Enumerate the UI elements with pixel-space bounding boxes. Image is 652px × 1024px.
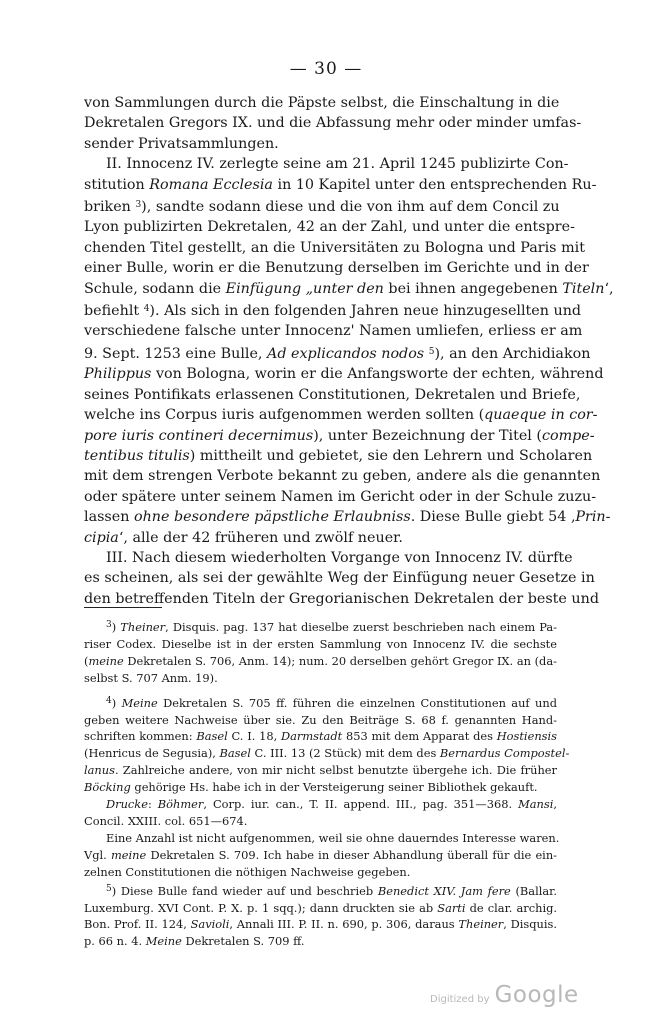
footnote-line: $^5$) Diese Bulle fand wieder auf und beschrieb Benedict XIV. Jam fere (Ballar.: [106, 883, 557, 898]
text-line: II. Innocenz IV. zerlegte seine am 21. April 1245 publizirte Con-: [106, 156, 569, 173]
text-line: es scheinen, als sei der gewählte Weg der Einfügung neuer Gesetze in: [84, 570, 595, 587]
text-line: befiehlt $^4$). Als sich in den folgenden Jahren neue hinzugesellten und: [84, 303, 582, 320]
text-line: Philippus von Bologna, worin er die Anfangsworte der echten, während: [84, 366, 604, 383]
text-line: oder spätere unter seinem Namen im Gericht oder in der Schule zuzu-: [84, 488, 597, 505]
footnote-line: (Henricus de Segusia), Basel C. III. 13 (2 Stück) mit dem des Bernardus Compostel-: [84, 746, 570, 761]
text-line: briken $^3$), sandte sodann diese und die von ihm auf dem Concil zu: [84, 199, 560, 216]
text-line: 9. Sept. 1253 eine Bulle, Ad explicandos nodos $^5$), an den Archidiakon: [84, 345, 591, 362]
text-line: den betreffenden Titeln der Gregorianischen Dekretalen der beste und: [84, 590, 599, 607]
watermark-prefix: Digitized by: [430, 994, 490, 1005]
footnote-line: Vgl. meine Dekretalen S. 709. Ich habe in dieser Abhandlung überall für die ein-: [84, 847, 558, 862]
footnote-line: geben weitere Nachweise über sie. Zu den Beiträge S. 68 f. genannten Hand-: [84, 712, 557, 727]
text-line: verschiedene falsche unter Innocenz' Namen umliefen, erliess er am: [84, 323, 583, 340]
footnote-line: Luxemburg. XVI Cont. P. X. p. 1 sqq.); dann druckten sie ab Sarti de clar. archig.: [84, 900, 557, 915]
footnote-line: p. 66 n. 4. Meine Dekretalen S. 709 ff.: [84, 934, 305, 949]
text-line: chenden Titel gestellt, an die Universitäten zu Bologna und Paris mit: [84, 239, 585, 256]
text-line: pore iuris contineri decernimus), unter Bezeichnung der Titel (compe-: [84, 427, 595, 444]
footnote-line: $^4$) Meine Dekretalen S. 705 ff. führen die einzelnen Constitutionen auf und: [106, 695, 557, 710]
text-line: welche ins Corpus iuris aufgenommen werden sollten (quaeque in cor-: [84, 407, 598, 424]
main-text: [84, 93, 614, 609]
footnote-line: lanus. Zahlreiche andere, von mir nicht selbst benutzte übergehe ich. Die früher: [84, 763, 557, 778]
digitized-by-google-watermark: [430, 982, 579, 1008]
footnote-line: (meine Dekretalen S. 706, Anm. 14); num. 20 derselben gehört Gregor IX. an (da-: [84, 653, 557, 668]
text-line: einer Bulle, worin er die Benutzung derselben im Gerichte und in der: [84, 260, 589, 277]
footnote-line: Concil. XXIII. col. 651—674.: [84, 813, 248, 828]
text-line: von Sammlungen durch die Päpste selbst, die Einschaltung in die: [84, 95, 560, 111]
page-number: — 30 —: [289, 59, 363, 79]
footnote-line: Drucke: Böhmer, Corp. iur. can., T. II. append. III., pag. 351—368. Mansi,: [106, 797, 557, 812]
footnotes: [84, 617, 570, 950]
text-line: tentibus titulis) mittheilt und gebietet, sie den Lehrern und Scholaren: [84, 447, 593, 464]
footnote-line: zelnen Constitutionen die nöthigen Nachweise gegeben.: [84, 864, 411, 879]
text-line: Schule, sodann die Einfügung „unter den bei ihnen angegebenen Titeln‘,: [84, 280, 614, 297]
footnote-line: $^3$) Theiner, Disquis. pag. 137 hat dieselbe zuerst beschrieben nach einem Pa-: [106, 620, 557, 634]
text-line: lassen ohne besondere päpstliche Erlaubniss. Diese Bulle giebt 54 ‚Prin-: [84, 509, 611, 526]
google-logo: Google: [494, 982, 579, 1008]
footnote-divider: [84, 607, 162, 608]
footnote-line: selbst S. 707 Anm. 19).: [84, 670, 218, 685]
footnote-line: Böcking gehörige Hs. habe ich in der Versteigerung seiner Bibliothek gekauft.: [84, 780, 538, 795]
footnote-line: riser Codex. Dieselbe ist in der ersten Sammlung von Innocenz IV. die sechste: [84, 636, 557, 651]
text-line: sender Privatsammlungen.: [84, 135, 279, 152]
text-line: cipia‘, alle der 42 früheren und zwölf neuer.: [84, 529, 403, 546]
footnote-line: Bon. Prof. II. 124, Savioli, Annali III. P. II. n. 690, p. 306, daraus Theiner, Disquis.: [84, 917, 557, 932]
text-line: Lyon publizirten Dekretalen, 42 an der Zahl, und unter die entspre-: [84, 219, 575, 236]
footnote-line: Eine Anzahl ist nicht aufgenommen, weil sie ohne dauerndes Interesse waren.: [106, 830, 560, 845]
text-line: Dekretalen Gregors IX. und die Abfassung mehr oder minder umfas-: [84, 115, 582, 132]
text-line: seines Pontifikats erlassenen Constitutionen, Dekretalen und Briefe,: [84, 386, 581, 403]
text-line: mit dem strengen Verbote bekannt zu geben, andere als die genannten: [84, 468, 601, 485]
footnote-line: schriften kommen: Basel C. I. 18, Darmstadt 853 mit dem Apparat des Hostiensis: [84, 729, 557, 744]
text-line: III. Nach diesem wiederholten Vorgange von Innocenz IV. dürfte: [106, 549, 573, 566]
text-line: stitution Romana Ecclesia in 10 Kapitel unter den entsprechenden Ru-: [84, 176, 597, 193]
